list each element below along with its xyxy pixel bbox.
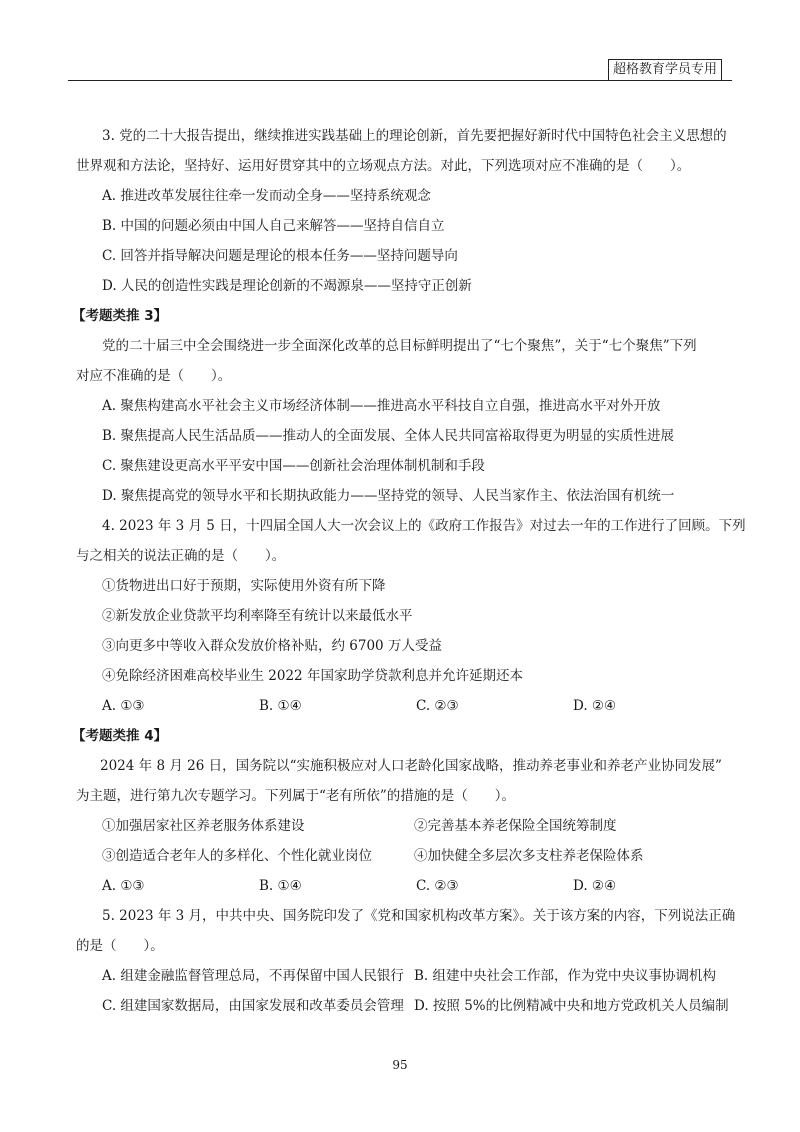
analog-4-item-3: ③创造适合老年人的多样化、个性化就业岗位 xyxy=(102,848,372,864)
question-5-options-row1 xyxy=(102,966,730,987)
question-3-option-c: C. 回答并指导解决问题是理论的根本任务——坚持问题导向 xyxy=(102,248,458,264)
analog-3-option-c: C. 聚焦建设更高水平平安中国——创新社会治理体制机制和手段 xyxy=(102,458,485,474)
analog-question-3 xyxy=(72,306,730,507)
analog-3-stem-line1: 党的二十届三中全会围绕进一步全面深化改革的总目标鲜明提出了“七个聚焦”，关于“七个聚焦”下列 xyxy=(102,338,697,354)
analog-4-items-row1 xyxy=(102,816,730,837)
question-4-choice-d: D. ②④ xyxy=(573,698,617,714)
analog-4-item-2: ②完善基本养老保险全国统筹制度 xyxy=(414,818,617,834)
question-4 xyxy=(76,516,746,717)
question-4-choice-b: B. ①④ xyxy=(259,698,302,714)
question-4-item-3: ③向更多中等收入群众发放价格补贴，约 6700 万人受益 xyxy=(102,638,442,654)
analog-3-option-a: A. 聚焦构建高水平社会主义市场经济体制——推进高水平科技自立自强，推进高水平对外开放 xyxy=(102,398,661,414)
question-4-choice-c: C. ②③ xyxy=(416,698,459,714)
analog-4-choice-b: B. ①④ xyxy=(259,878,302,894)
question-4-stem-line2: 与之相关的说法正确的是（ ）。 xyxy=(76,548,286,564)
page-number: 95 xyxy=(392,1058,408,1072)
analog-4-choice-c: C. ②③ xyxy=(416,878,459,894)
question-5-stem-line1: 5. 2023 年 3 月，中共中央、国务院印发了《党和国家机构改革方案》。关于该方案的内容，下列说法正确 xyxy=(102,908,736,924)
question-3-option-b: B. 中国的问题必须由中国人自己来解答——坚持自信自立 xyxy=(102,218,445,234)
analog-4-stem-line1: 2024 年 8 月 26 日，国务院以“实施积极应对人口老龄化国家战略，推动养老事业和养老产业协同发展” xyxy=(100,758,722,774)
analog-4-items-row2 xyxy=(102,846,730,867)
header-rule xyxy=(68,80,732,81)
question-4-item-2: ②新发放企业贷款平均利率降至有统计以来最低水平 xyxy=(102,608,413,624)
question-3-stem-line2: 世界观和方法论，坚持好、运用好贯穿其中的立场观点方法。对此，下列选项对应不准确的是（ ）。 xyxy=(76,158,691,174)
question-5-option-b: B. 组建中央社会工作部，作为党中央议事协调机构 xyxy=(414,968,717,984)
question-4-choices xyxy=(102,696,730,717)
analog-3-option-b: B. 聚焦提高人民生活品质——推动人的全面发展、全体人民共同富裕取得更为明显的实质性进展 xyxy=(102,428,675,444)
question-3-option-d: D. 人民的创造性实践是理论创新的不竭源泉——坚持守正创新 xyxy=(102,278,472,294)
question-5-stem-line2: 的是（ ）。 xyxy=(76,938,164,954)
question-5-option-c: C. 组建国家数据局，由国家发展和改革委员会管理 xyxy=(102,998,404,1014)
question-5-option-d: D. 按照 5%的比例精减中央和地方党政机关人员编制 xyxy=(414,998,729,1014)
analog-4-choices xyxy=(102,876,730,897)
question-3-stem-line1: 3. 党的二十大报告提出，继续推进实践基础上的理论创新，首先要把握好新时代中国特色社会主义思想的 xyxy=(102,128,727,144)
analog-4-heading: 【考题类推 4】 xyxy=(72,728,168,744)
question-4-item-4: ④免除经济困难高校毕业生 2022 年国家助学贷款利息并允许延期还本 xyxy=(102,668,523,684)
question-5-options-row2 xyxy=(102,996,730,1017)
page-body xyxy=(72,126,746,1026)
analog-4-item-1: ①加强居家社区养老服务体系建设 xyxy=(102,818,305,834)
analog-4-choice-d: D. ②④ xyxy=(573,878,617,894)
question-4-choice-a: A. ①③ xyxy=(102,698,145,714)
question-3-option-a: A. 推进改革发展往往牵一发而动全身——坚持系统观念 xyxy=(102,188,431,204)
question-5 xyxy=(76,906,736,1017)
analog-4-item-4: ④加快健全多层次多支柱养老保险体系 xyxy=(414,848,644,864)
analog-3-heading: 【考题类推 3】 xyxy=(72,308,168,324)
question-5-option-a: A. 组建金融监督管理总局，不再保留中国人民银行 xyxy=(102,968,404,984)
analog-4-stem-line2: 为主题，进行第九次专题学习。下列属于“老有所依”的措施的是（ ）。 xyxy=(76,788,516,804)
analog-4-choice-a: A. ①③ xyxy=(102,878,145,894)
analog-3-option-d: D. 聚焦提高党的领导水平和长期执政能力——坚持党的领导、人民当家作主、依法治国有机统一 xyxy=(102,488,675,504)
usage-stamp: 超格教育学员专用 xyxy=(608,59,722,81)
analog-3-stem-line2: 对应不准确的是（ ）。 xyxy=(76,368,232,384)
analog-question-4 xyxy=(72,726,730,897)
question-3 xyxy=(76,126,730,297)
question-4-item-1: ①货物进出口好于预期，实际使用外资有所下降 xyxy=(102,578,386,594)
question-4-stem-line1: 4. 2023 年 3 月 5 日，十四届全国人大一次会议上的《政府工作报告》对过去一年的工作进行了回顾。下列 xyxy=(102,518,746,534)
